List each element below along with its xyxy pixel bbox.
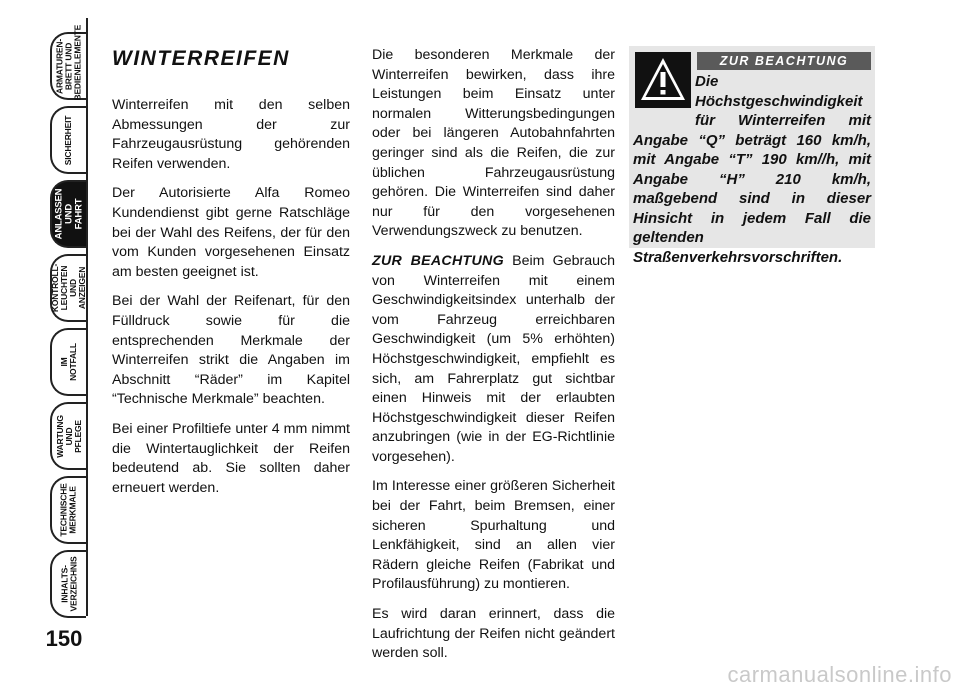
tab-label: ANLASSEN UND FAHRT xyxy=(53,188,84,240)
tab-strip-line xyxy=(86,18,88,616)
tab-anlassen-und-fahrt[interactable] xyxy=(50,180,86,248)
column-left xyxy=(112,40,350,508)
watermark: carmanualsonline.info xyxy=(727,662,952,687)
tab-label: KONTROLL- LEUCHTEN UND ANZEIGEN xyxy=(50,263,87,313)
tab-label: TECHNISCHE MERKMALE xyxy=(59,483,79,537)
warning-text: Die Höchstgeschwindigkeit für Winterreifen mit Angabe “Q” beträgt 160 km/h, mit Angabe “T” 190 km//h, mit Angabe “H” 210 km/h, maßgebend sind in dieser Hinsicht in jedem Fall die geltenden Straßenverkehrsvorschriften. xyxy=(633,73,871,266)
tab-label: WARTUNG UND PFLEGE xyxy=(54,414,83,458)
note-label: ZUR BEACHTUNG xyxy=(372,252,504,269)
paragraph: Winterreifen mit den selben Abmessungen der zur Fahrzeugausrüstung gehörenden Reifen verwenden. xyxy=(112,97,350,172)
warning-box xyxy=(629,46,875,266)
tab-sicherheit[interactable] xyxy=(50,106,86,174)
tab-kontrollleuchten[interactable] xyxy=(50,254,86,322)
paragraph: Bei einer Profiltiefe unter 4 mm nimmt die Wintertauglichkeit der Reifen bedeutend ab. Sie sollten daher erneuert werden. xyxy=(112,420,350,496)
chapter-tabs xyxy=(0,0,100,692)
tab-inhaltsverzeichnis[interactable] xyxy=(50,550,86,618)
paragraph: Es wird daran erinnert, dass die Laufrichtung der Reifen nicht geändert werden soll. xyxy=(372,606,615,662)
page-title: WINTERREIFEN xyxy=(112,47,290,70)
tab-label: INHALTS- VERZEICHNIS xyxy=(59,556,79,612)
paragraph: Die besonderen Merkmale der Winterreifen bewirken, dass ihre Leistungen beim Einsatz unter normalen Witterungsbedingungen oder bei längeren Autobahnfahrten geringer sind als die Reifen, die zur üblichen Fahrzeugausrüstung gehören. Die Winterreifen sind daher nur für den vorgesehenen Verwendungszweck zu benutzen. xyxy=(372,47,615,240)
column-middle xyxy=(372,46,615,674)
tab-armaturenbrett[interactable] xyxy=(50,24,86,100)
paragraph-note xyxy=(372,252,615,468)
page-number: 150 xyxy=(45,626,83,651)
tab-label: ARMATUREN- BRETT UND BEDIENELEMENTE xyxy=(54,24,83,100)
tab-wartung-und-pflege[interactable] xyxy=(50,402,86,470)
warning-title: ZUR BEACHTUNG xyxy=(697,52,871,70)
tab-label: IM NOTFALL xyxy=(59,343,78,381)
tab-im-notfall[interactable] xyxy=(50,328,86,396)
paragraph: Der Autorisierte Alfa Romeo Kundendienst gibt gerne Ratschläge bei der Wahl des Reifens, der für den vom Kunden vorgesehenen Einsatz am besten geeignet ist. xyxy=(112,185,350,280)
paragraph: Bei der Wahl der Reifenart, für den Fülldruck sowie für die entsprechenden Merkmale der Winterreifen strikt die Angaben im Abschnitt “Räder” im Kapitel “Technische Merkmale” beachten. xyxy=(112,293,350,408)
paragraph: Im Interesse einer größeren Sicherheit bei der Fahrt, beim Bremsen, einer sicheren Spurhaltung und Lenkfähigkeit, sind an allen vier Rädern gleiche Reifen (Fabrikat und Profilausführung) zu montieren. xyxy=(372,478,615,593)
note-text: Beim Gebrauch von Winterreifen mit einem Geschwindigkeitsindex unterhalb der vom Fahrzeug erreichbaren Geschwindigkeit (um 5% erhöhten) Höchstgeschwindigkeit, empfiehlt es sich, am Fahrerplatz gut sichtbar einen Hinweis mit der erlaubten Höchstgeschwindigkeit dieser Reifen anzubringen (wie in der EG-Richtlinie vorgesehen). xyxy=(372,252,615,465)
tab-technische-merkmale[interactable] xyxy=(50,476,86,544)
tab-label: SICHERHEIT xyxy=(63,115,74,165)
